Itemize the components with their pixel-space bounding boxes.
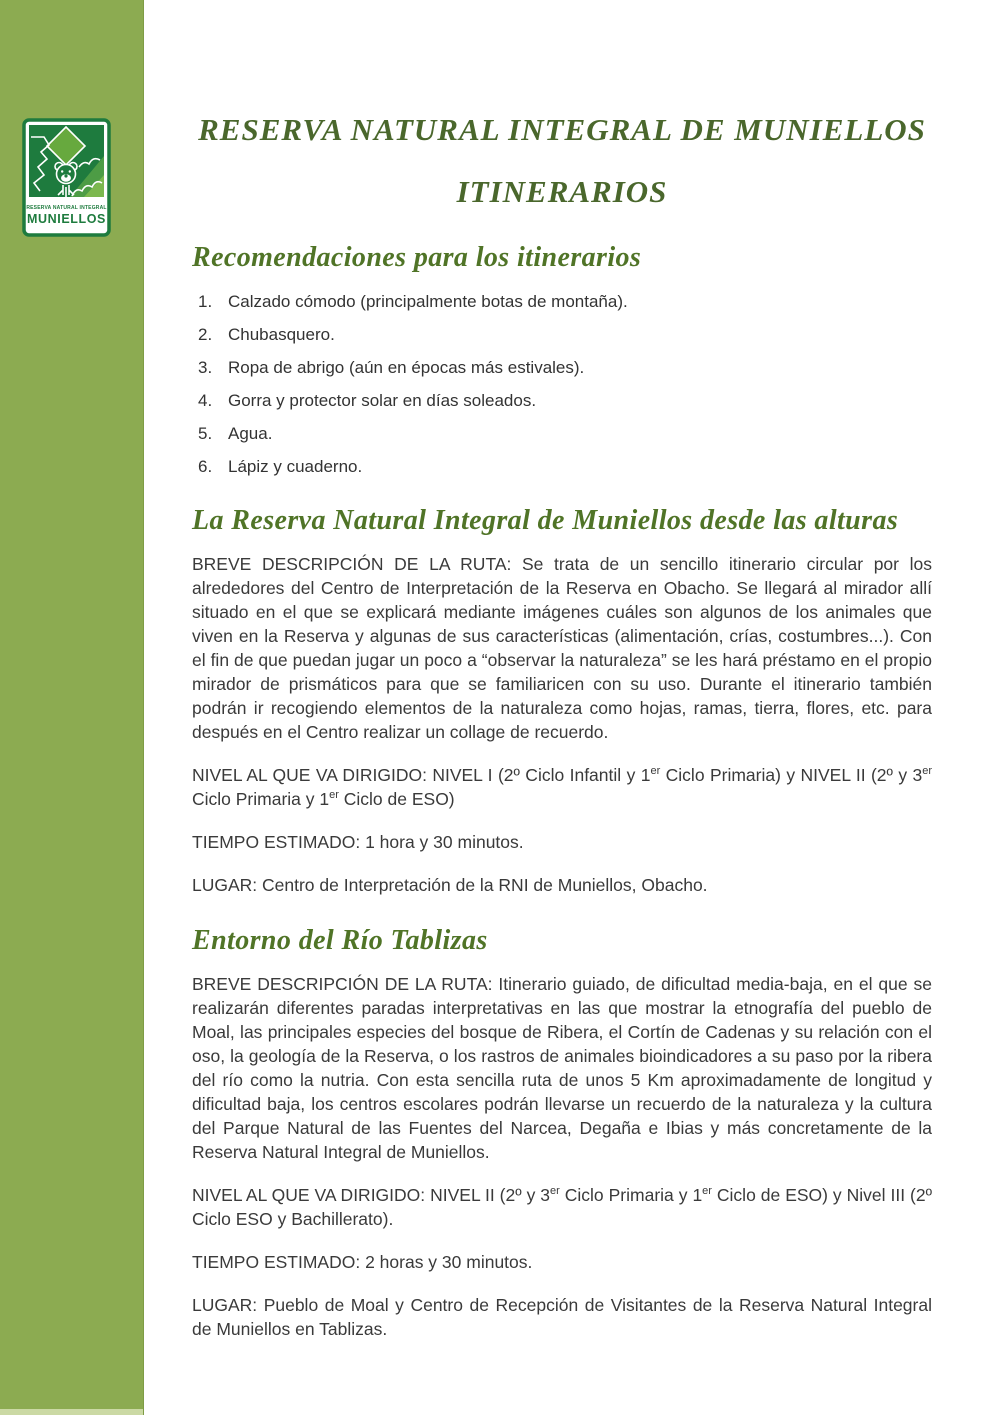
route2-level-text: NIVEL AL QUE VA DIRIGIDO: NIVEL II (2º y 3: [192, 1185, 551, 1205]
route2-time: TIEMPO ESTIMADO: 2 horas y 30 minutos.: [192, 1252, 533, 1272]
ordinal-superscript: er: [922, 765, 932, 778]
recommendation-item-4: Gorra y protector solar en días soleados.: [228, 391, 537, 410]
recommendation-item-3: Ropa de abrigo (aún en épocas más estivales).: [228, 358, 585, 377]
route1-time: TIEMPO ESTIMADO: 1 hora y 30 minutos.: [192, 832, 524, 852]
route2-heading: Entorno del Río Tablizas: [192, 925, 488, 956]
route1-level-text: NIVEL AL QUE VA DIRIGIDO: NIVEL I (2º Ciclo Infantil y 1: [192, 765, 651, 785]
recommendation-item-5: Agua.: [228, 424, 273, 443]
logo-text-line1: RESERVA NATURAL INTEGRAL: [26, 205, 107, 211]
document-title-line1: RESERVA NATURAL INTEGRAL DE MUNIELLOS: [198, 112, 926, 147]
route1-description: BREVE DESCRIPCIÓN DE LA RUTA: Se trata de un sencillo itinerario circular por los alrededores del Centro de Interpretación de la Reserva en Obacho. Se llegará al mirador allí situado en el que se explicará mediante imágenes cuáles son algunos de los animales que viven en la Reserva y algunas de sus características (alimentación, crías, costumbres...). Con el fin de que puedan jugar un poco a “observar la naturaleza” se les hará préstamo en el propio mirador de prismáticos para que se familiaricen con su uso. Durante el itinerario también podrán ir recogiendo elementos de la naturaleza como hojas, ramas, tierra, flores, etc. para después en el Centro realizar un collage de recuerdo.: [192, 554, 932, 742]
ordinal-superscript: er: [650, 765, 661, 778]
recommendation-item-6: Lápiz y cuaderno.: [228, 457, 363, 476]
route2-place: LUGAR: Pueblo de Moal y Centro de Recepción de Visitantes de la Reserva Natural Integral de Muniellos en Tablizas.: [192, 1295, 932, 1339]
route1-level-text: Ciclo Primaria y 1: [192, 789, 330, 809]
route2-level: [192, 1183, 932, 1231]
sidebar-bottom-strip: [0, 1409, 143, 1415]
ordinal-superscript: er: [329, 789, 339, 802]
ordinal-superscript: er: [702, 1185, 712, 1198]
ordinal-superscript: er: [550, 1185, 560, 1198]
route2-level-text: Ciclo de ESO) y Nivel III (2º Ciclo ESO y Bachillerato).: [192, 1185, 932, 1229]
document-content: [143, 0, 1000, 1341]
route1-heading: La Reserva Natural Integral de Muniellos desde las alturas: [192, 505, 899, 536]
recommendations-heading: Recomendaciones para los itinerarios: [192, 242, 642, 273]
recommendation-item-2: Chubasquero.: [228, 325, 335, 344]
logo-text-line2: MUNIELLOS: [26, 212, 107, 226]
muniellos-logo: [22, 118, 111, 237]
muniellos-logo-graphic: [22, 118, 111, 237]
document-title-line2: ITINERARIOS: [456, 174, 668, 209]
route1-level: [192, 763, 932, 811]
route1-level-text: Ciclo Primaria) y NIVEL II (2º y 3: [660, 765, 923, 785]
sidebar: [0, 0, 144, 1415]
route1-level-text: Ciclo de ESO): [338, 789, 455, 809]
recommendation-item-1: Calzado cómodo (principalmente botas de montaña).: [228, 292, 628, 311]
route2-description: BREVE DESCRIPCIÓN DE LA RUTA: Itinerario guiado, de dificultad media-baja, en el que se realizarán diferentes paradas interpretativas en las que mostrar la etnografía del pueblo de Moal, las principales especies del bosque de Ribera, el Cortín de Cadenas y su relación con el oso, la geología de la Reserva, o los rastros de animales bioindicadores a su paso por la ribera del río como la nutria. Con esta sencilla ruta de unos 5 Km aproximadamente de longitud y dificultad baja, los centros escolares podrán llevarse un recuerdo de la naturaleza y la cultura del Parque Natural de las Fuentes del Narcea, Degaña e Ibias y más concretamente de la Reserva Natural Integral de Muniellos.: [192, 974, 932, 1162]
route2-level-text: Ciclo Primaria y 1: [559, 1185, 703, 1205]
recommendations-list: [192, 291, 932, 477]
logo-bear-icon: [55, 163, 77, 184]
route1-place: LUGAR: Centro de Interpretación de la RNI de Muniellos, Obacho.: [192, 875, 708, 895]
